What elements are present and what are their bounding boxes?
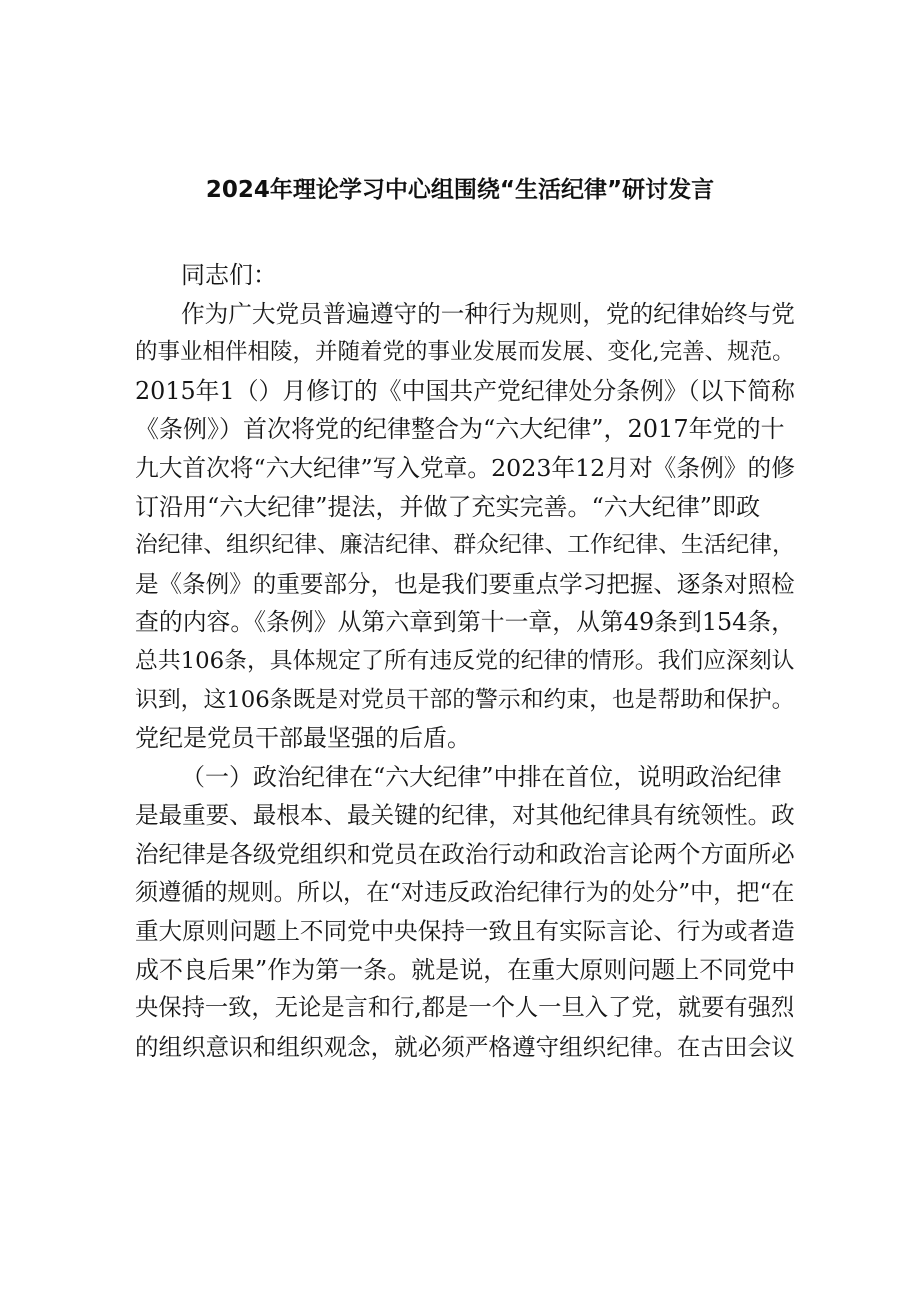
body-line: 的事业相伴相陵，并随着党的事业发展而发展、变化,完善、规范。 — [135, 339, 795, 366]
body-line: 成不良后果”作为第一条。就是说，在重大原则问题上不同党中 — [135, 955, 796, 984]
body-line: （一）政治纪律在“六大纪律”中排在首位，说明政治纪律 — [181, 762, 782, 791]
document-title: 2024年理论学习中心组围绕“生活纪律”研讨发言 — [205, 177, 715, 203]
body-line: 治纪律是各级党组织和党员在政治行动和政治言论两个方面所必 — [135, 839, 795, 868]
body-line: 党纪是党员干部最坚强的后盾。 — [135, 724, 471, 753]
body-line: 是最重要、最根本、最关键的纪律，对其他纪律具有统领性。政 — [135, 801, 795, 830]
body-line: 2015年1（）月修订的《中国共产党纪律处分条例》（以下简称 — [135, 376, 796, 405]
body-line: 是《条例》的重要部分，也是我们要重点学习把握、逐条对照检 — [135, 569, 795, 598]
body-line: 的组织意识和组织观念，就必须严格遵守组织纪律。在古田会议 — [135, 1032, 795, 1061]
body-line: 《条例》）首次将党的纪律整合为“六大纪律”，2017年党的十 — [135, 415, 785, 444]
body-line: 识到，这106条既是对党员干部的警示和约束，也是帮助和保护。 — [135, 686, 795, 713]
body-line: 重大原则问题上不同党中央保持一致且有实际言论、行为或者造 — [135, 917, 795, 946]
body-line: 同志们： — [181, 261, 277, 289]
body-line: 九大首次将“六大纪律”写入党章。2023年12月对《条例》的修 — [135, 453, 795, 482]
body-line: 总共106条，具体规定了所有违反党的纪律的情形。我们应深刻认 — [135, 647, 795, 674]
body-line: 央保持一致，无论是言和行,都是一个人一旦入了党，就要有强烈 — [135, 994, 795, 1022]
body-line: 须遵循的规则。所以，在“对违反政治纪律行为的处分”中，把“在 — [135, 879, 795, 906]
document-body — [135, 256, 795, 1066]
body-line: 查的内容。《条例》从第六章到第十一章，从第49条到154条， — [135, 608, 796, 637]
body-line: 治纪律、组织纪律、廉洁纪律、群众纪律、工作纪律、生活纪律， — [135, 532, 795, 559]
body-line: 作为广大党员普遍遵守的一种行为规则，党的纪律始终与党 — [181, 299, 795, 328]
body-line: 订沿用“六大纪律”提法，并做了充实完善。“六大纪律”即政 — [135, 492, 761, 521]
